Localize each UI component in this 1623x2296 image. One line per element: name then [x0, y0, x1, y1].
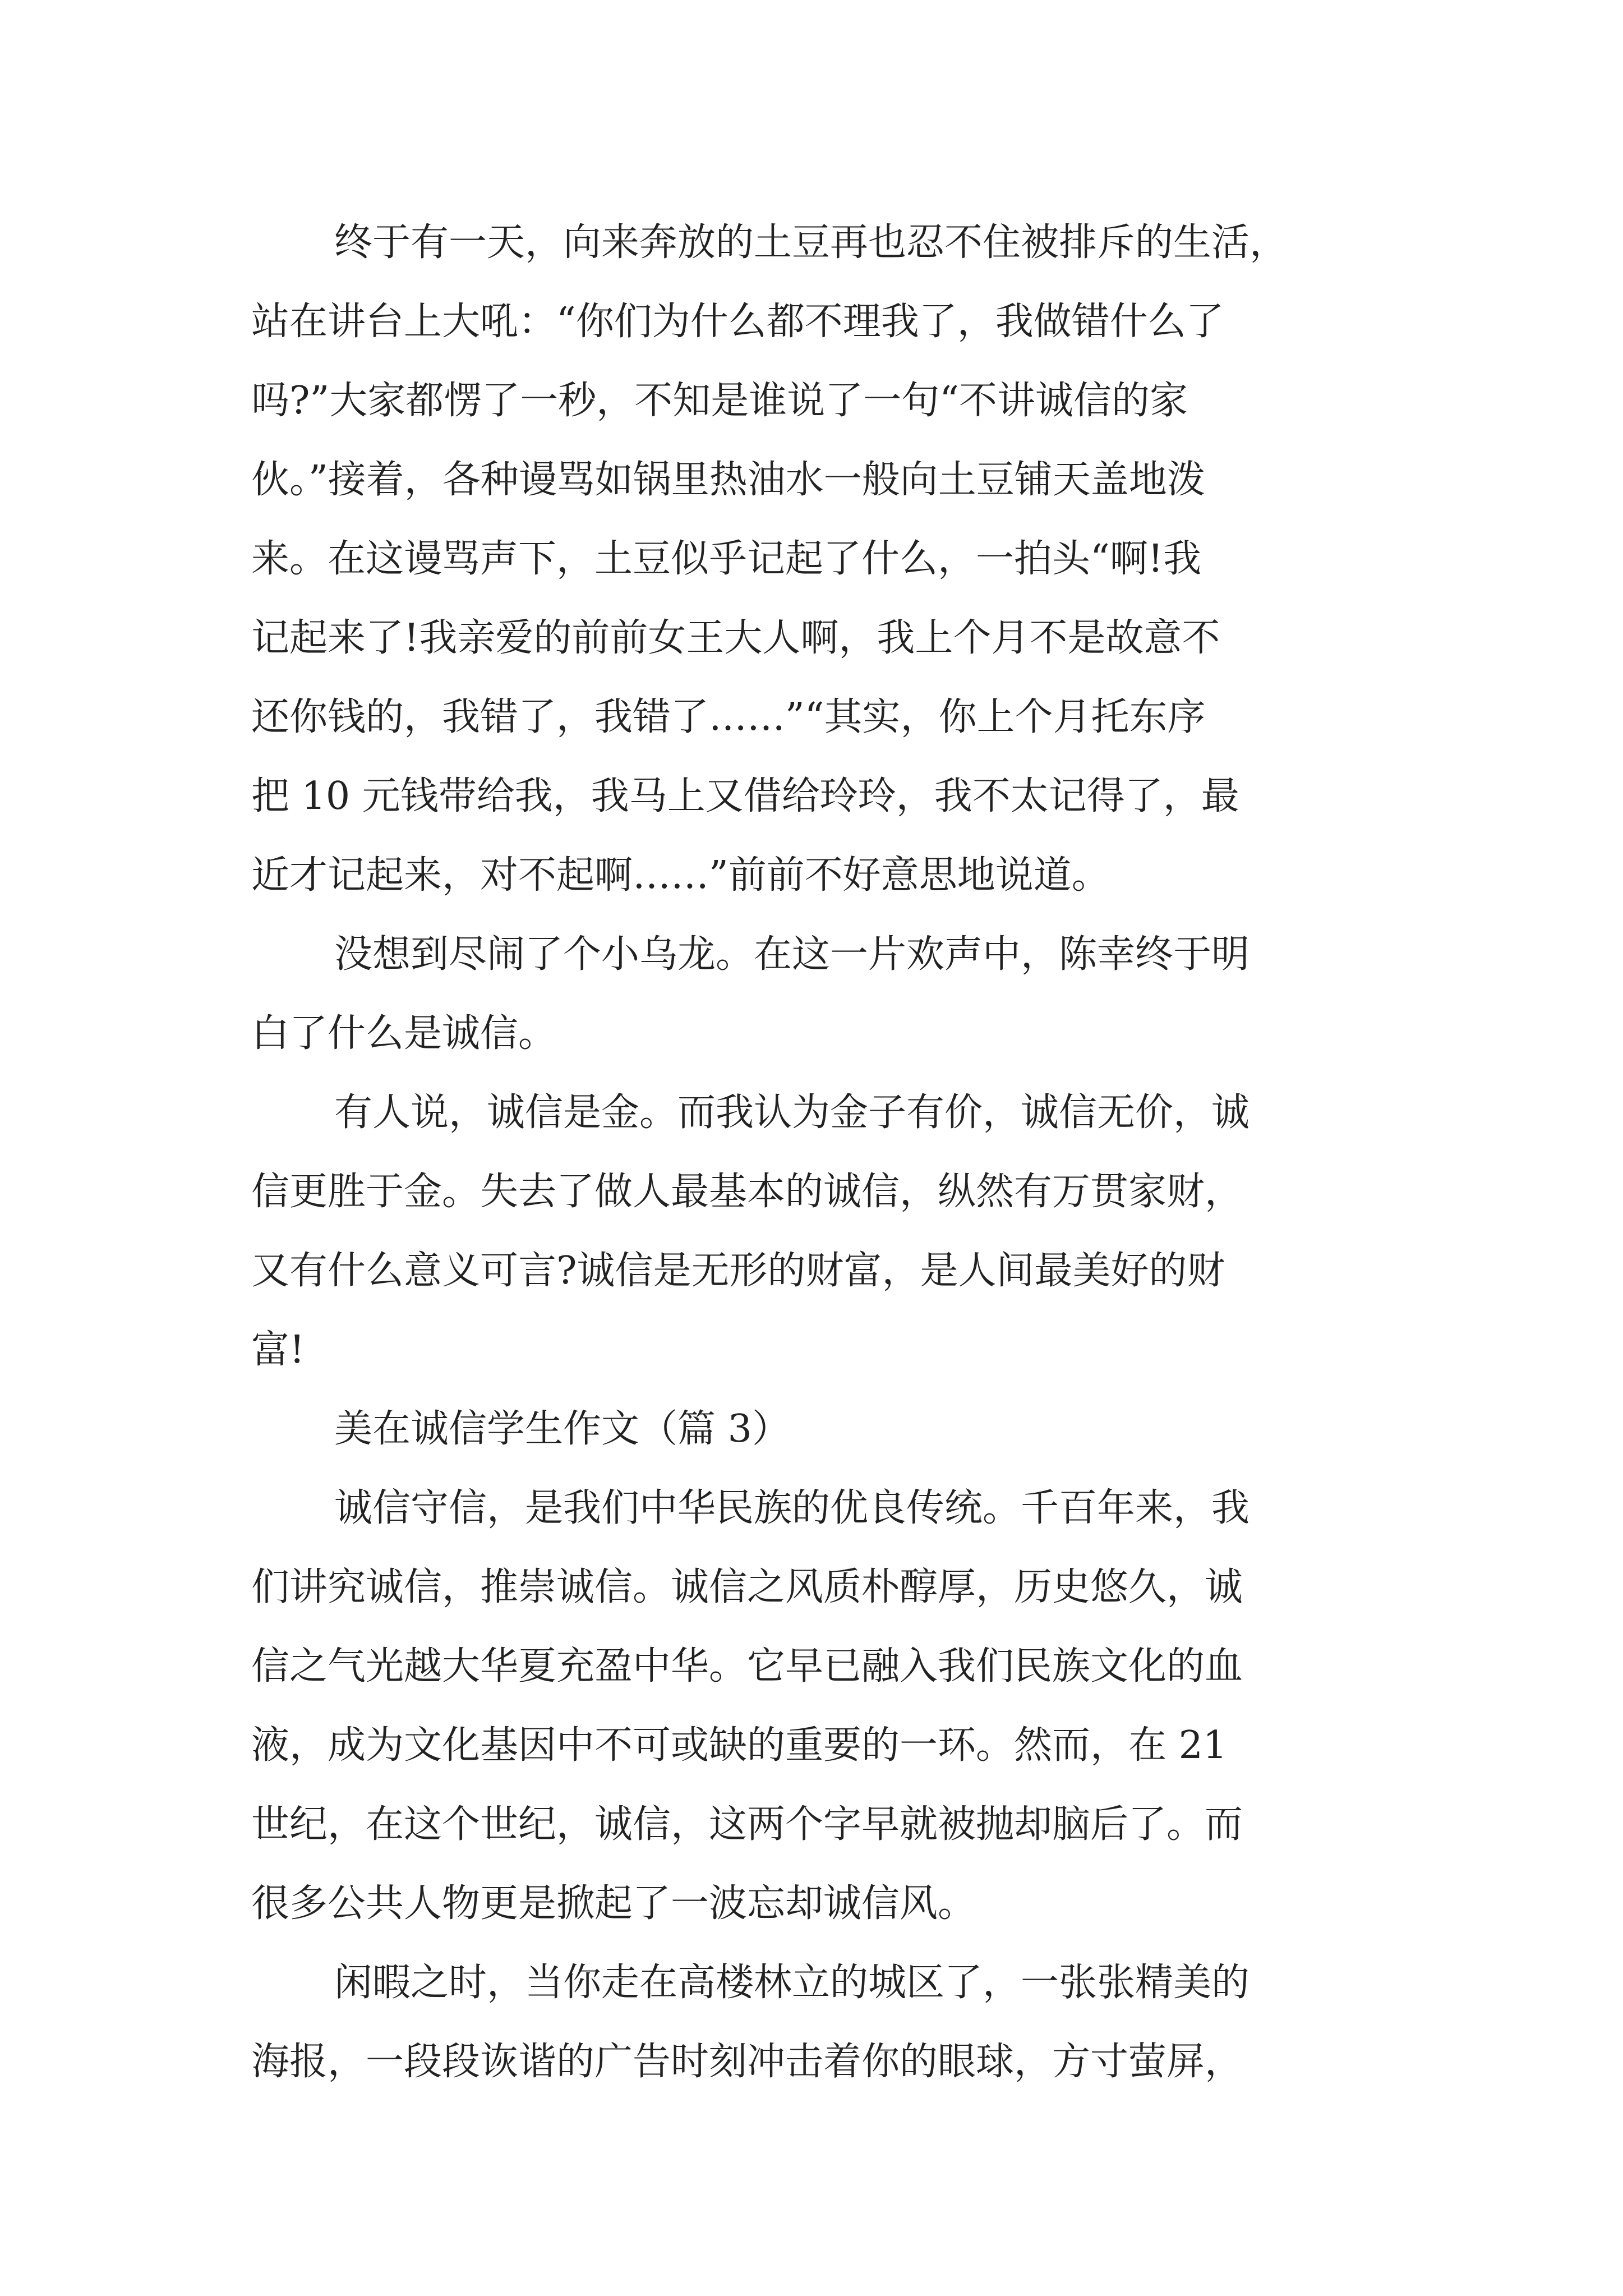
text-line: 信更胜于金。失去了做人最基本的诚信，纵然有万贯家财，	[251, 1170, 1243, 1214]
text-line: 有人说，诚信是金。而我认为金子有价，诚信无价，诚	[334, 1091, 1250, 1135]
text-line: 记起来了!我亲爱的前前女王大人啊，我上个月不是故意不	[251, 616, 1220, 660]
essay-text	[251, 203, 1384, 2101]
text-line: 来。在这谩骂声下，土豆似乎记起了什么，一拍头“啊!我	[251, 537, 1202, 581]
text-line: 闲暇之时，当你走在高楼林立的城区了，一张张精美的	[334, 1961, 1250, 2005]
text-line: 富!	[251, 1328, 305, 1372]
text-line: 没想到尽闹了个小乌龙。在这一片欢声中，陈幸终于明	[334, 932, 1250, 977]
section-heading: 美在诚信学生作文（篇 3）	[334, 1407, 790, 1451]
text-line: 海报，一段段诙谐的广告时刻冲击着你的眼球，方寸萤屏，	[251, 2040, 1243, 2084]
text-line: 又有什么意义可言?诚信是无形的财富，是人间最美好的财	[251, 1249, 1225, 1293]
text-line: 信之气光越大华夏充盈中华。它早已融入我们民族文化的血	[251, 1644, 1243, 1688]
text-line: 站在讲台上大吼：“你们为什么都不理我了，我做错什么了	[251, 300, 1224, 344]
text-line: 白了什么是诚信。	[251, 1011, 557, 1056]
text-line: 诚信守信，是我们中华民族的优良传统。千百年来，我	[334, 1486, 1250, 1530]
text-line: 伙。”接着，各种谩骂如锅里热油水一般向土豆铺天盖地泼	[251, 458, 1205, 502]
text-line: 世纪，在这个世纪，诚信，这两个字早就被抛却脑后了。而	[251, 1802, 1243, 1847]
text-line: 还你钱的，我错了，我错了……”“其实，你上个月托东序	[251, 695, 1206, 739]
text-line: 终于有一天，向来奔放的土豆再也忍不住被排斥的生活，	[334, 220, 1288, 265]
text-line: 液，成为文化基因中不可或缺的重要的一环。然而，在 21	[251, 1723, 1228, 1768]
text-line: 吗?”大家都愣了一秒，不知是谁说了一句“不讲诚信的家	[251, 379, 1188, 423]
text-line: 近才记起来，对不起啊……”前前不好意思地说道。	[251, 853, 1110, 898]
text-line: 很多公共人物更是掀起了一波忘却诚信风。	[251, 1881, 976, 1926]
text-line: 把 10 元钱带给我，我马上又借给玲玲，我不太记得了，最	[251, 774, 1239, 818]
text-line: 们讲究诚信，推崇诚信。诚信之风质朴醇厚，历史悠久，诚	[251, 1565, 1243, 1609]
